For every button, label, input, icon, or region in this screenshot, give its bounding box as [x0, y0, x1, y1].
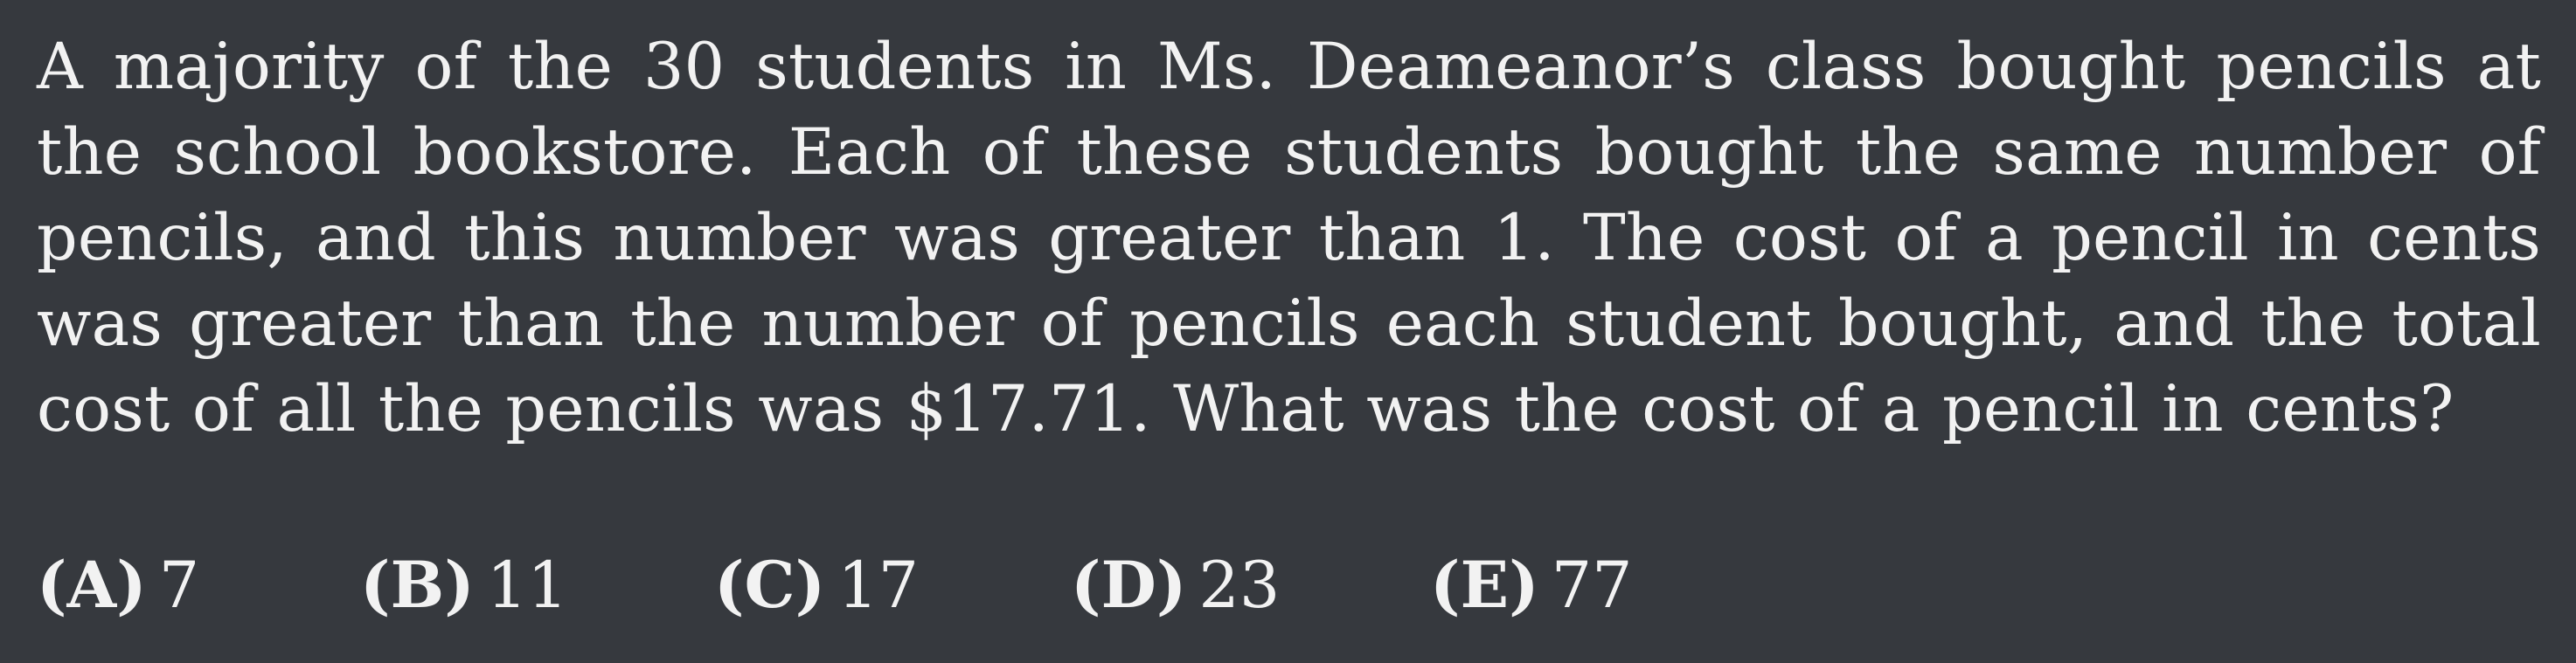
choice-d: [1071, 542, 1280, 630]
choice-e: [1430, 542, 1633, 630]
choice-d-value: 23: [1198, 549, 1281, 623]
choice-e-value: 77: [1551, 549, 1633, 623]
answer-choices: [37, 542, 2537, 629]
choice-a-value: 7: [158, 549, 200, 623]
choice-b-value: 11: [486, 549, 568, 623]
choice-a-letter: (A): [37, 548, 147, 623]
choice-a: [37, 542, 199, 630]
choice-c-value: 17: [837, 549, 920, 623]
choice-b: [360, 542, 568, 630]
choice-c: [714, 542, 919, 630]
choice-b-letter: (B): [360, 548, 475, 623]
choice-d-letter: (D): [1071, 548, 1187, 623]
choice-c-letter: (C): [714, 548, 826, 623]
problem-statement: A majority of the 30 students in Ms. Deameanor’s class bought pencils at the school bookstore. Each of these students bought the same number of pencils, and this number was greater than 1. The cost of a pencil in cents was greater than the number of pencils each student bought, and the total cost of all the pencils was $17.71. What was the cost of a pencil in cents?: [37, 30, 2541, 446]
choice-e-letter: (E): [1430, 548, 1539, 623]
